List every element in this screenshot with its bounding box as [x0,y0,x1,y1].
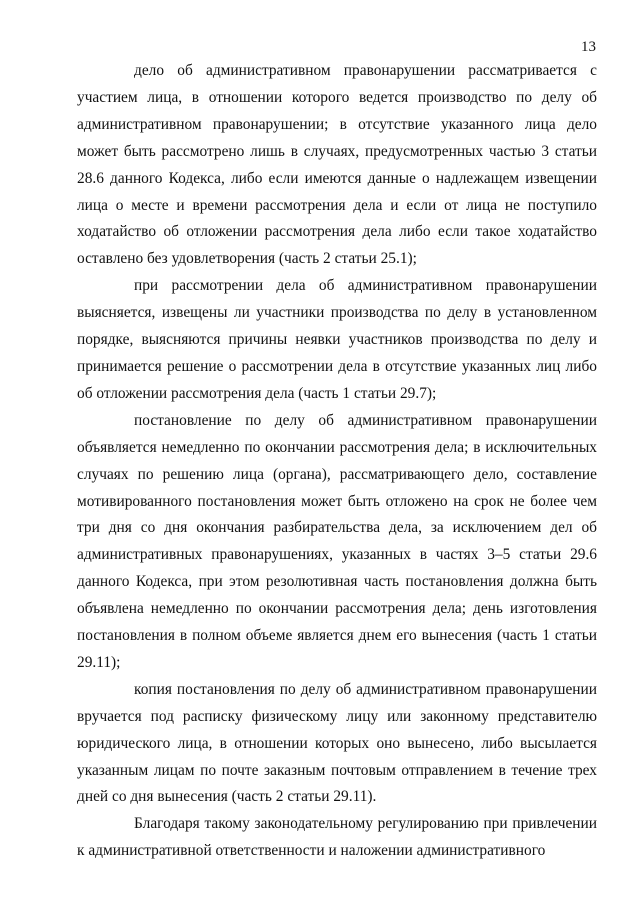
paragraph-5: Благодаря такому законодательному регулированию при привлечении к административной ответственности и наложении административного [77,815,597,860]
page-number: 13 [581,39,596,55]
paragraph-1: дело об административном правонарушении рассматривается с участием лица, в отношении которого ведется производство по делу об административном правонарушении; в отсутствие указанного лица дело может быть рассмотрено лишь в случаях, предусмотренных частью 3 статьи 28.6 данного Кодекса, либо если имеются данные о надлежащем извещении лица о месте и времени рассмотрения дела и если от лица не поступило ходатайство об отложении рассмотрения дела либо если такое ходатайство оставлено без удовлетворения (часть 2 статьи 25.1); [77,62,597,268]
paragraph-3: постановление по делу об административном правонарушении объявляется немедленно по окончании рассмотрения дела; в исключительных случаях по решению лица (органа), рассматривающего дело, составление мотивированного постановления может быть отложено на срок не более чем три дня со дня окончания разбирательства дела, за исключением дел об административных правонарушениях, указанных в частях 3–5 статьи 29.6 данного Кодекса, при этом резолютивная часть постановления должна быть объявлена немедленно по окончании рассмотрения дела; день изготовления постановления в полном объеме является днем его вынесения (часть 1 статьи 29.11); [77,411,597,671]
paragraph-2: при рассмотрении дела об административном правонарушении выясняется, извещены ли участники производства по делу в установленном порядке, выясняются причины неявки участников производства по делу и принимается решение о рассмотрении дела в отсутствие указанных лиц либо об отложении рассмотрения дела (часть 1 статьи 29.7); [77,277,597,402]
paragraph-4: копия постановления по делу об административном правонарушении вручается под расписку физическому лицу или законному представителю юридического лица, в отношении которых оно вынесено, либо высылается указанным лицам по почте заказным почтовым отправлением в течение трех дней со дня вынесения (часть 2 статьи 29.11). [77,680,597,806]
body-text [77,58,597,865]
